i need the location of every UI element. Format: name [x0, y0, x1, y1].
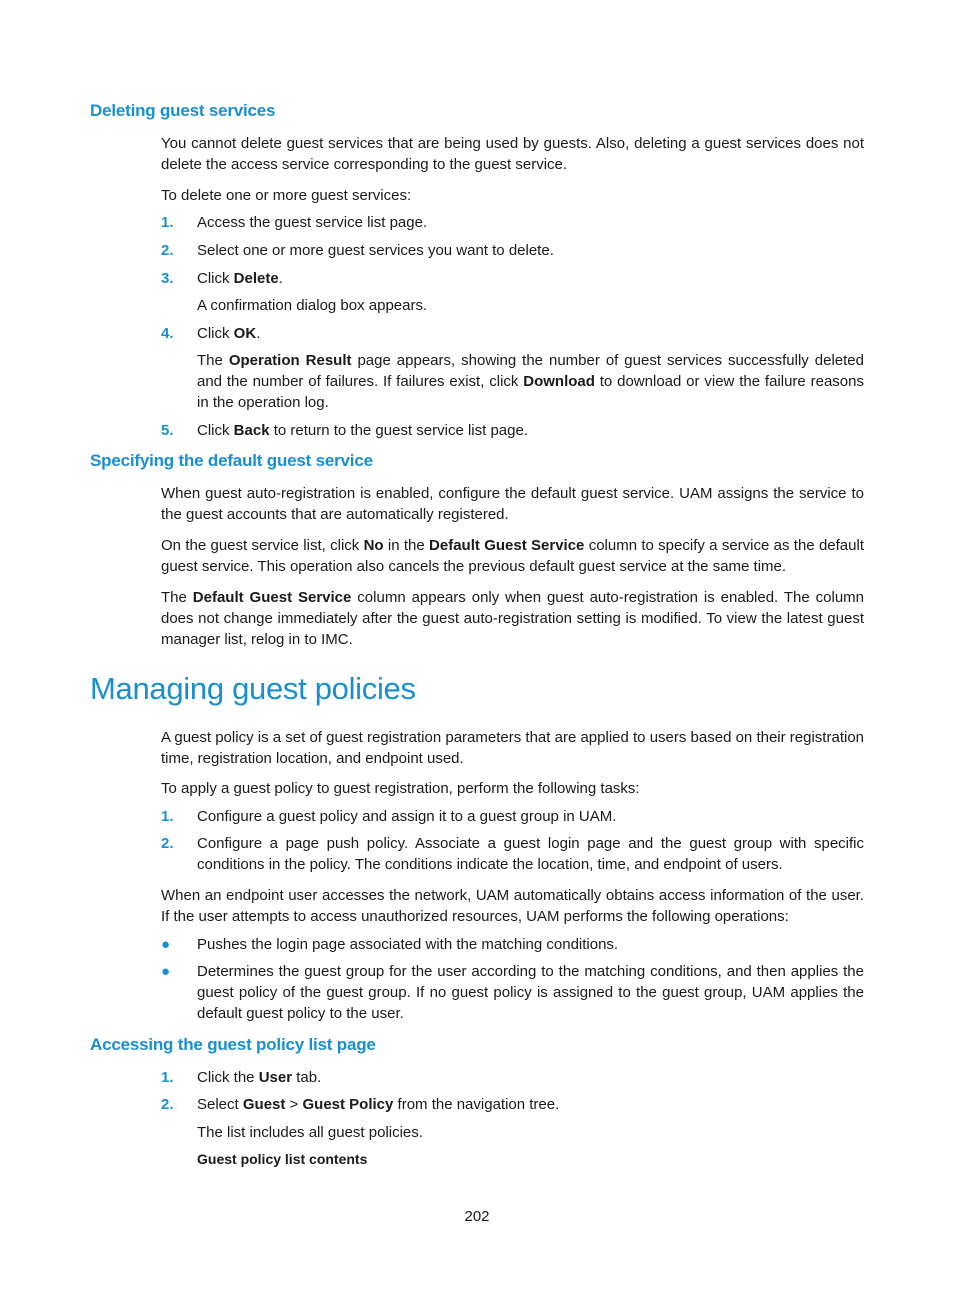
step-note: The list includes all guest policies. — [197, 1124, 423, 1141]
paragraph: A guest policy is a set of guest registration parameters that are applied to users based on their registration time, registration location, and endpoint used. — [161, 729, 864, 767]
ui-term: Guest — [242, 1096, 286, 1113]
ui-term: Back — [233, 422, 270, 439]
step-text: Click OK. — [197, 325, 261, 342]
step-note: A confirmation dialog box appears. — [197, 297, 428, 314]
ui-term: Operation Result — [228, 352, 352, 369]
chapter-title: Managing guest policies — [90, 671, 416, 706]
bullet-text: Pushes the login page associated with the matching conditions. — [197, 936, 619, 953]
step-text: Select Guest > Guest Policy from the navigation tree. — [197, 1096, 560, 1113]
step-note: The Operation Result page appears, showing the number of guest services successfully deleted and the number of failures. If failures exist, click Download to download or view the failure reasons in the operation log. — [197, 352, 864, 411]
section-heading-deleting: Deleting guest services — [90, 101, 276, 120]
step-text: Click Delete. — [197, 270, 283, 287]
bullet-icon: ● — [161, 936, 171, 953]
paragraph: The Default Guest Service column appears only when guest auto-registration is enabled. The column does not change immediately after the guest auto-registration setting is modified. To view the latest guest manager list, relog in to IMC. — [161, 589, 865, 648]
step-text: Click the User tab. — [197, 1069, 322, 1086]
page-number: 202 — [464, 1208, 490, 1225]
section-heading-accessing: Accessing the guest policy list page — [90, 1035, 376, 1054]
ui-term: User — [258, 1069, 293, 1086]
step-number: 2. — [161, 1096, 174, 1113]
paragraph: To delete one or more guest services: — [161, 187, 412, 204]
step-text: Configure a guest policy and assign it to a guest group in UAM. — [197, 808, 617, 825]
paragraph: When an endpoint user accesses the network, UAM automatically obtains access information of the user. If the user attempts to access unauthorized resources, UAM performs the following operations: — [161, 887, 864, 925]
step-text: Access the guest service list page. — [197, 214, 428, 231]
step-number: 1. — [161, 808, 174, 825]
bullet-text: Determines the guest group for the user according to the matching conditions, and then applies the guest policy of the guest group. If no guest policy is assigned to the guest group, UAM applies the default guest policy to the user. — [197, 963, 864, 1022]
bullet-icon: ● — [161, 963, 171, 980]
step-text: Select one or more guest services you want to delete. — [197, 242, 554, 259]
step-text: Click Back to return to the guest service list page. — [197, 422, 529, 439]
step-text: Configure a page push policy. Associate a guest login page and the guest group with specific conditions in the policy. The conditions indicate the location, time, and endpoint of users. — [197, 835, 864, 873]
ui-term: Delete — [233, 270, 279, 287]
step-number: 5. — [161, 422, 174, 439]
paragraph: To apply a guest policy to guest registration, perform the following tasks: — [161, 780, 640, 797]
step-number: 3. — [161, 270, 174, 287]
paragraph: When guest auto-registration is enabled, configure the default guest service. UAM assigns the service to the guest accounts that are automatically registered. — [161, 485, 864, 523]
paragraph: You cannot delete guest services that are being used by guests. Also, deleting a guest services does not delete the access service corresponding to the guest service. — [161, 135, 864, 173]
section-heading-default-service: Specifying the default guest service — [90, 451, 373, 470]
step-number: 2. — [161, 242, 174, 259]
step-number: 1. — [161, 1069, 174, 1086]
step-number: 2. — [161, 835, 174, 852]
step-number: 1. — [161, 214, 174, 231]
ui-term: Guest Policy — [302, 1096, 394, 1113]
step-number: 4. — [161, 325, 174, 342]
table-caption: Guest policy list contents — [197, 1151, 368, 1167]
ui-term: Download — [523, 373, 595, 390]
ui-term: OK — [233, 325, 257, 342]
paragraph: On the guest service list, click No in the Default Guest Service column to specify a service as the default guest service. This operation also cancels the previous default guest service at the same time. — [161, 537, 864, 575]
